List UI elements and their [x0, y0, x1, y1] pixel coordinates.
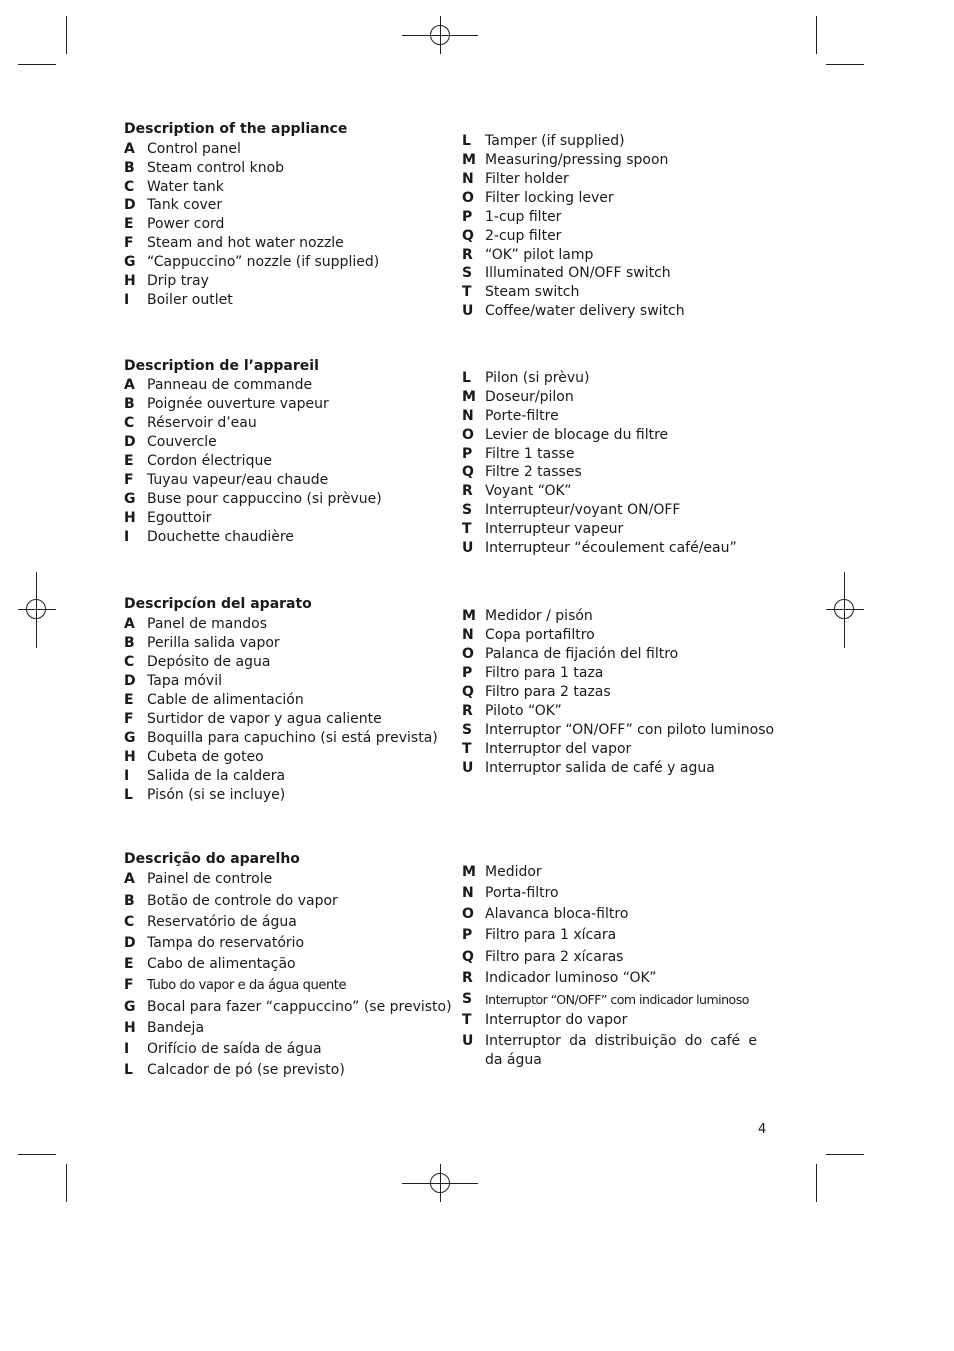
item-text: Poignée ouverture vapeur [147, 396, 329, 412]
item-text: Interrupteur/voyant ON/OFF [485, 502, 681, 518]
item-letter: I [124, 292, 130, 308]
item-text: Drip tray [147, 273, 209, 289]
item-text: Interruptor do vapor [485, 1012, 628, 1028]
item-text: Interrupteur “écoulement café/eau” [485, 540, 737, 556]
item-text: Steam and hot water nozzle [147, 235, 344, 251]
item-text: Control panel [147, 141, 241, 157]
item-text: Panel de mandos [147, 616, 268, 632]
item-text: Tapa móvil [147, 673, 222, 689]
item-text: Filter holder [485, 171, 569, 187]
item-text: Egouttoir [147, 510, 212, 526]
item-letter: R [462, 703, 473, 719]
crop-mark-bottom-left-v [66, 1164, 67, 1202]
item-text: Bocal para fazer “cappuccino” (se previsto) [147, 999, 452, 1015]
item-text: Filtre 2 tasses [485, 464, 582, 480]
item-text: Filtro para 1 taza [485, 665, 604, 681]
item-letter: S [462, 502, 473, 518]
item-letter: D [124, 673, 136, 689]
item-letter: B [124, 396, 135, 412]
item-letter: U [462, 1033, 474, 1049]
item-letter: N [462, 885, 474, 901]
item-letter: R [462, 483, 473, 499]
item-text: Steam switch [485, 284, 580, 300]
item-text: Pisón (si se incluye) [147, 787, 286, 803]
item-text: Power cord [147, 216, 225, 232]
crop-mark-top-left-h [18, 64, 56, 65]
item-letter: F [124, 235, 134, 251]
item-letter: T [462, 284, 472, 300]
item-letter: Q [462, 228, 474, 244]
item-text: 2-cup filter [485, 228, 562, 244]
item-text: Salida de la caldera [147, 768, 286, 784]
item-letter: H [124, 1020, 136, 1036]
crop-mark-bottom-right-h [826, 1154, 864, 1155]
item-letter: R [462, 247, 473, 263]
item-text: Palanca de fijación del filtro [485, 646, 679, 662]
item-text: Filtro para 1 xícara [485, 927, 617, 943]
item-letter: U [462, 303, 474, 319]
item-letter: A [124, 616, 135, 632]
section-title: Description of the appliance [124, 121, 348, 137]
item-text: Voyant “OK” [485, 483, 572, 499]
item-letter: D [124, 434, 136, 450]
item-text: Orifício de saída de água [147, 1041, 322, 1057]
item-letter: N [462, 171, 474, 187]
item-letter: O [462, 190, 474, 206]
item-text: Pilon (si prèvu) [485, 370, 590, 386]
item-text: Tampa do reservatório [147, 935, 305, 951]
item-letter: H [124, 749, 136, 765]
item-text: Water tank [147, 179, 224, 195]
item-text: Porte-filtre [485, 408, 559, 424]
item-letter: Q [462, 949, 474, 965]
item-letter: O [462, 427, 474, 443]
item-text: Couvercle [147, 434, 217, 450]
item-text: Tank cover [147, 197, 223, 213]
item-letter: N [462, 408, 474, 424]
item-letter: G [124, 491, 136, 507]
item-text: Piloto “OK” [485, 703, 562, 719]
item-text: Boquilla para capuchino (si está prevista) [147, 730, 438, 746]
item-text: Reservatório de água [147, 914, 297, 930]
item-letter: P [462, 446, 473, 462]
item-letter: C [124, 415, 135, 431]
item-letter: L [124, 787, 133, 803]
item-letter: O [462, 646, 474, 662]
item-letter: A [124, 871, 135, 887]
item-text: “Cappuccino” nozzle (if supplied) [147, 254, 380, 270]
crop-mark-bottom-right-v [816, 1164, 817, 1202]
section-title: Descrição do aparelho [124, 851, 300, 867]
item-text: “OK” pilot lamp [485, 247, 594, 263]
crop-mark-top-right-v [816, 16, 817, 54]
item-letter: M [462, 389, 476, 405]
item-text: Cubeta de goteo [147, 749, 264, 765]
item-letter: A [124, 377, 135, 393]
item-letter: G [124, 254, 136, 270]
item-text: Cable de alimentación [147, 692, 304, 708]
item-letter: R [462, 970, 473, 986]
item-text: Tamper (if supplied) [485, 133, 625, 149]
crop-mark-top-left-v [66, 16, 67, 54]
item-text: Douchette chaudière [147, 529, 294, 545]
item-letter: G [124, 730, 136, 746]
section-title: Description de l’appareil [124, 358, 319, 374]
item-letter: E [124, 956, 134, 972]
item-text: Botão de controle do vapor [147, 893, 338, 909]
item-text: Painel de controle [147, 871, 273, 887]
item-letter: G [124, 999, 136, 1015]
item-letter: L [462, 133, 471, 149]
page-number: 4 [758, 1122, 767, 1137]
crop-mark-top-right-h [826, 64, 864, 65]
item-text: Medidor / pisón [485, 608, 593, 624]
item-text: Filtre 1 tasse [485, 446, 575, 462]
item-letter: Q [462, 684, 474, 700]
item-letter: H [124, 510, 136, 526]
item-letter: P [462, 665, 473, 681]
item-text: Interruptor da distribuição do café e da água [485, 1033, 757, 1068]
item-letter: U [462, 540, 474, 556]
item-text: Panneau de commande [147, 377, 313, 393]
item-text: Interrupteur vapeur [485, 521, 624, 537]
item-text: Coffee/water delivery switch [485, 303, 685, 319]
item-letter: I [124, 768, 130, 784]
item-text: Filter locking lever [485, 190, 614, 206]
item-text: Depósito de agua [147, 654, 271, 670]
item-text: Perilla salida vapor [147, 635, 280, 651]
item-letter: N [462, 627, 474, 643]
item-letter: E [124, 453, 134, 469]
item-text: Cabo de alimentação [147, 956, 296, 972]
item-letter: F [124, 472, 134, 488]
item-letter: B [124, 635, 135, 651]
item-letter: L [462, 370, 471, 386]
item-letter: O [462, 906, 474, 922]
item-text: Alavanca bloca-filtro [485, 906, 629, 922]
item-text: Surtidor de vapor y agua caliente [147, 711, 382, 727]
item-letter: F [124, 977, 134, 993]
item-letter: C [124, 654, 135, 670]
item-text: Porta-filtro [485, 885, 559, 901]
item-letter: P [462, 927, 473, 943]
item-letter: I [124, 1041, 130, 1057]
item-text: Tuyau vapeur/eau chaude [147, 472, 329, 488]
item-text: Filtro para 2 xícaras [485, 949, 624, 965]
item-letter: M [462, 608, 476, 624]
item-letter: I [124, 529, 130, 545]
item-letter: B [124, 893, 135, 909]
item-letter: S [462, 265, 473, 281]
item-letter: C [124, 914, 135, 930]
item-text: Tubo do vapor e da água quente [147, 978, 347, 993]
item-text: Cordon électrique [147, 453, 272, 469]
item-text: Interruptor “ON/OFF” con piloto luminoso [485, 722, 775, 738]
section-title: Descripcíon del aparato [124, 596, 312, 612]
item-text: 1-cup filter [485, 209, 562, 225]
crop-mark-bottom-left-h [18, 1154, 56, 1155]
item-text: Levier de blocage du filtre [485, 427, 669, 443]
item-letter: E [124, 216, 134, 232]
item-letter: S [462, 991, 473, 1007]
item-letter: T [462, 741, 472, 757]
item-text: Indicador luminoso “OK” [485, 970, 657, 986]
item-letter: T [462, 521, 472, 537]
item-letter: F [124, 711, 134, 727]
item-text: Interruptor salida de café y agua [485, 760, 715, 776]
item-text: Calcador de pó (se previsto) [147, 1062, 345, 1078]
item-letter: C [124, 179, 135, 195]
item-letter: Q [462, 464, 474, 480]
item-text: Interruptor del vapor [485, 741, 632, 757]
item-letter: P [462, 209, 473, 225]
item-text: Steam control knob [147, 160, 285, 176]
item-text: Filtro para 2 tazas [485, 684, 611, 700]
item-text: Copa portafiltro [485, 627, 595, 643]
item-text: Interruptor “ON/OFF” com indicador luminoso [485, 992, 749, 1007]
item-letter: M [462, 152, 476, 168]
item-text: Measuring/pressing spoon [485, 152, 669, 168]
item-letter: A [124, 141, 135, 157]
item-text: Réservoir d’eau [147, 415, 257, 431]
item-text: Medidor [485, 864, 542, 880]
item-text: Doseur/pilon [485, 389, 574, 405]
item-text: Bandeja [147, 1020, 205, 1036]
item-text: Illuminated ON/OFF switch [485, 265, 671, 281]
item-letter: M [462, 864, 476, 880]
item-letter: B [124, 160, 135, 176]
item-text: Boiler outlet [147, 292, 233, 308]
item-letter: D [124, 935, 136, 951]
item-letter: D [124, 197, 136, 213]
item-letter: S [462, 722, 473, 738]
item-letter: H [124, 273, 136, 289]
item-letter: L [124, 1062, 133, 1078]
item-letter: U [462, 760, 474, 776]
item-letter: T [462, 1012, 472, 1028]
item-letter: E [124, 692, 134, 708]
item-text: Buse pour cappuccino (si prèvue) [147, 491, 382, 507]
